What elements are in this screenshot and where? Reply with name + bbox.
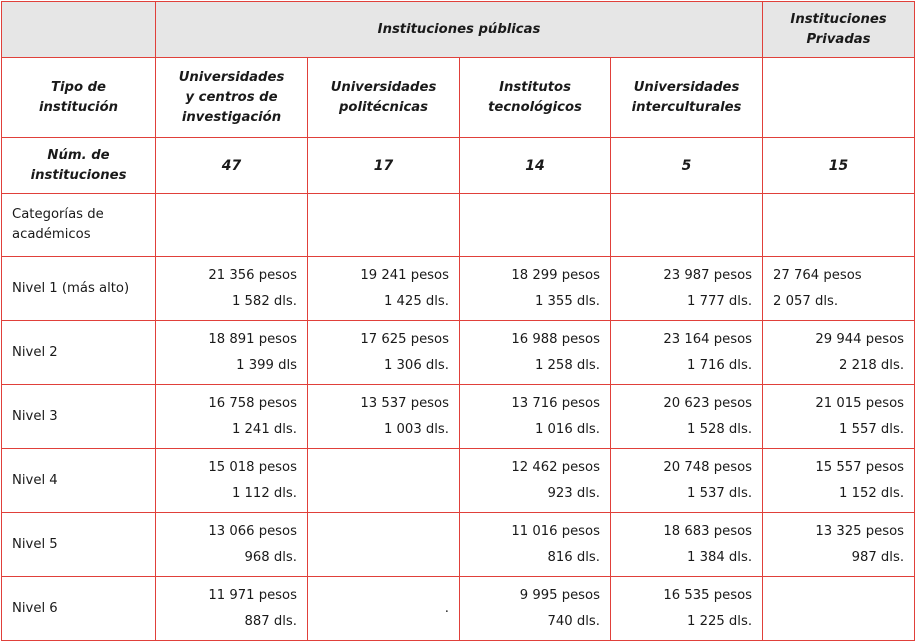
salary-cell: 20 623 pesos 1 528 dls. <box>611 385 763 449</box>
salary-cell: 17 625 pesos 1 306 dls. <box>308 321 460 385</box>
level-label: Nivel 4 <box>2 449 156 513</box>
col-header-universidades-interculturales: Universidades interculturales <box>611 58 763 138</box>
salary-cell: 18 683 pesos 1 384 dls. <box>611 513 763 577</box>
dot-cell: . <box>308 577 460 641</box>
salary-cell: 13 716 pesos 1 016 dls. <box>460 385 611 449</box>
level-row <box>2 449 915 513</box>
salary-cell: 21 356 pesos 1 582 dls. <box>156 257 308 321</box>
empty-cell <box>308 449 460 513</box>
count-cell: 17 <box>308 138 460 194</box>
empty-cell <box>460 194 611 257</box>
count-cell: 5 <box>611 138 763 194</box>
empty-cell <box>308 194 460 257</box>
level-label: Nivel 2 <box>2 321 156 385</box>
salary-cell: 29 944 pesos 2 218 dls. <box>763 321 915 385</box>
salary-cell: 18 299 pesos 1 355 dls. <box>460 257 611 321</box>
level-label: Nivel 3 <box>2 385 156 449</box>
count-cell: 14 <box>460 138 611 194</box>
level-label: Nivel 5 <box>2 513 156 577</box>
level-row <box>2 257 915 321</box>
institution-type-label: Tipo de institución <box>2 58 156 138</box>
salary-table <box>1 1 915 641</box>
col-header-institutos-tecnologicos: Institutos tecnológicos <box>460 58 611 138</box>
institution-count-label: Núm. de instituciones <box>2 138 156 194</box>
salary-cell: 16 988 pesos 1 258 dls. <box>460 321 611 385</box>
public-group-header: Instituciones públicas <box>156 2 763 58</box>
empty-cell <box>763 577 915 641</box>
level-label: Nivel 1 (más alto) <box>2 257 156 321</box>
salary-cell: 19 241 pesos 1 425 dls. <box>308 257 460 321</box>
salary-cell: 11 971 pesos 887 dls. <box>156 577 308 641</box>
salary-cell: 9 995 pesos 740 dls. <box>460 577 611 641</box>
institution-count-row <box>2 138 915 194</box>
salary-cell: 15 557 pesos 1 152 dls. <box>763 449 915 513</box>
categories-label: Categorías de académicos <box>2 194 156 257</box>
salary-cell: 23 987 pesos 1 777 dls. <box>611 257 763 321</box>
level-row <box>2 385 915 449</box>
level-row <box>2 321 915 385</box>
salary-cell: 15 018 pesos 1 112 dls. <box>156 449 308 513</box>
col-header-privadas-empty <box>763 58 915 138</box>
private-group-header: Instituciones Privadas <box>763 2 915 58</box>
institution-type-row <box>2 58 915 138</box>
salary-cell: 13 537 pesos 1 003 dls. <box>308 385 460 449</box>
salary-cell: 16 758 pesos 1 241 dls. <box>156 385 308 449</box>
col-header-universidades-investigacion: Universidades y centros de investigación <box>156 58 308 138</box>
salary-cell: 23 164 pesos 1 716 dls. <box>611 321 763 385</box>
salary-cell: 11 016 pesos 816 dls. <box>460 513 611 577</box>
categories-row <box>2 194 915 257</box>
salary-cell: 13 066 pesos 968 dls. <box>156 513 308 577</box>
empty-cell <box>611 194 763 257</box>
empty-cell <box>763 194 915 257</box>
salary-cell: 21 015 pesos 1 557 dls. <box>763 385 915 449</box>
count-cell: 47 <box>156 138 308 194</box>
level-row <box>2 577 915 641</box>
salary-cell: 16 535 pesos 1 225 dls. <box>611 577 763 641</box>
level-label: Nivel 6 <box>2 577 156 641</box>
salary-cell: 27 764 pesos 2 057 dls. <box>763 257 915 321</box>
salary-cell: 13 325 pesos 987 dls. <box>763 513 915 577</box>
corner-cell <box>2 2 156 58</box>
group-header-row <box>2 2 915 58</box>
salary-cell: 12 462 pesos 923 dls. <box>460 449 611 513</box>
empty-cell <box>156 194 308 257</box>
col-header-universidades-politecnicas: Universidades politécnicas <box>308 58 460 138</box>
count-cell: 15 <box>763 138 915 194</box>
level-row <box>2 513 915 577</box>
salary-cell: 18 891 pesos 1 399 dls <box>156 321 308 385</box>
salary-cell: 20 748 pesos 1 537 dls. <box>611 449 763 513</box>
empty-cell <box>308 513 460 577</box>
